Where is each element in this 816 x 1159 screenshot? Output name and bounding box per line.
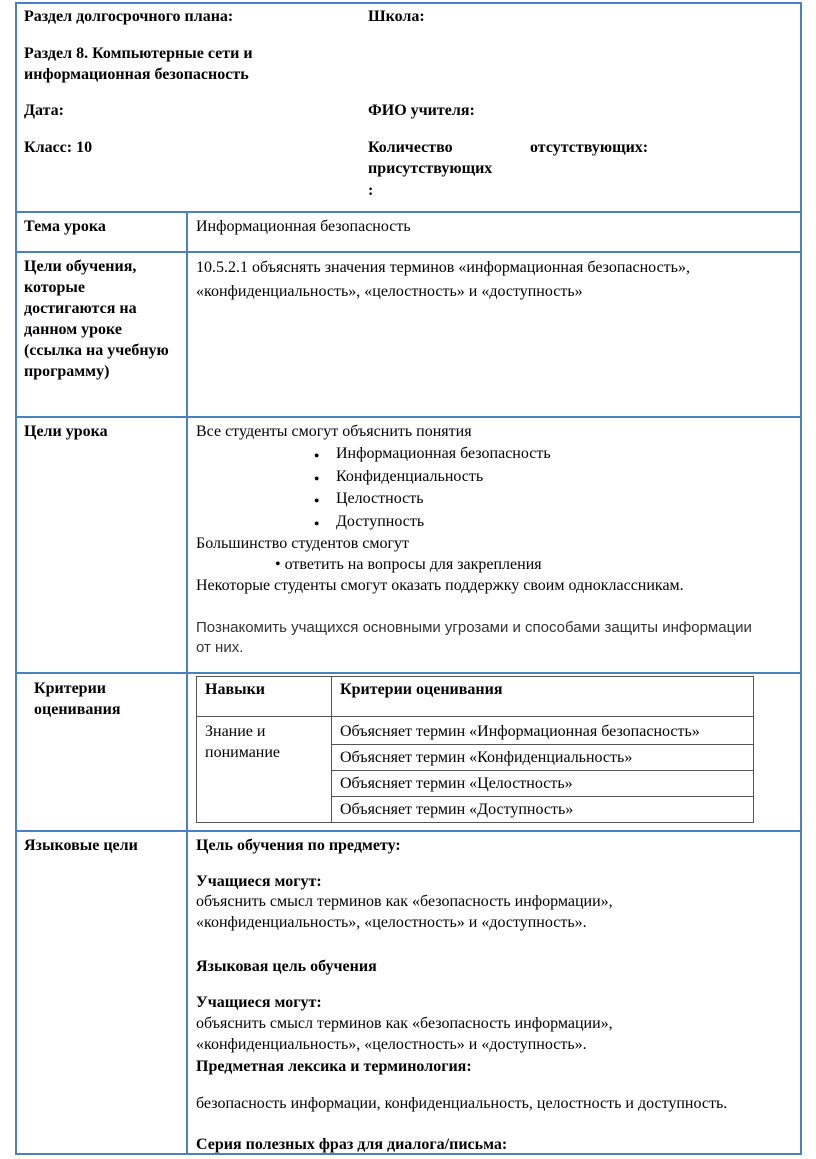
topic-label: Тема урока [24, 218, 106, 235]
objectives-label: Цели обучения, которые достигаются на данном уроке (ссылка на учебную программу) [24, 258, 169, 380]
present-label: Количество присутствующих [368, 139, 493, 177]
school-label: Школа: [368, 8, 425, 25]
row-divider [15, 211, 802, 213]
phrases-label: Серия полезных фраз для диалога/письма: [196, 1136, 508, 1153]
column-divider [186, 212, 188, 1155]
concept-item: ● Конфиденциальность [336, 466, 551, 489]
language-goal: Языковая цель обучения [196, 958, 377, 975]
row-divider [15, 830, 802, 832]
all-students-intro: Все студенты смогут объяснить понятия [196, 423, 472, 440]
vocab-label: Предметная лексика и терминология: [196, 1058, 472, 1075]
concept-item: ● Целостность [336, 488, 551, 511]
students-can-2: Учащиеся могут: [196, 994, 322, 1011]
subject-goal: Цель обучения по предмету: [196, 837, 401, 854]
most-students-item: • ответить на вопросы для закрепления [275, 556, 542, 573]
objectives-value: 10.5.2.1 объяснять значения терминов «информационная безопасность», «конфиденциальность», «целостность» и «доступность» [196, 259, 690, 300]
topic-value: Информационная безопасность [196, 218, 411, 235]
criteria-item: Объясняет термин «Целостность» [332, 771, 754, 797]
present-colon: : [368, 182, 374, 199]
concept-item: ● Доступность [336, 511, 551, 534]
row-divider [15, 251, 802, 253]
section-value: Раздел 8. Компьютерные сети и информационная безопасность [24, 45, 253, 83]
col-skills: Навыки [197, 677, 332, 717]
vocab-text: безопасность информации, конфиденциальность, целостность и доступность. [196, 1095, 728, 1112]
language-text-2: объяснить смысл терминов как «безопасность информации», «конфиденциальность», «целостность» и «доступность». [196, 1015, 613, 1053]
concept-item: ● Информационная безопасность [336, 443, 551, 466]
students-can-1: Учащиеся могут: [196, 873, 322, 890]
criteria-item: Объясняет термин «Конфиденциальность» [332, 745, 754, 771]
class-label: Класс: 10 [24, 139, 93, 156]
lesson-note: Познакомить учащихся основными угрозами и способами защиты информации от них. [196, 619, 752, 656]
teacher-label: ФИО учителя: [368, 102, 475, 119]
absent-label: отсутствующих: [530, 139, 649, 156]
concept-list [336, 443, 551, 533]
skill-cell: Знание и понимание [197, 717, 332, 823]
date-label: Дата: [24, 102, 64, 119]
criteria-item: Объясняет термин «Доступность» [332, 797, 754, 823]
row-divider [15, 416, 802, 418]
col-criteria: Критерии оценивания [332, 677, 754, 717]
criteria-label: Критерии оценивания [34, 680, 121, 718]
row-divider [15, 672, 802, 674]
most-students-intro: Большинство студентов смогут [196, 535, 410, 552]
lesson-goals-label: Цели урока [24, 423, 108, 440]
language-label: Языковые цели [24, 837, 138, 854]
criteria-table [196, 676, 754, 823]
some-students: Некоторые студенты смогут оказать поддержку своим одноклассникам. [196, 577, 684, 594]
section-label: Раздел долгосрочного плана: [24, 8, 234, 25]
language-text-1: объяснить смысл терминов как «безопасность информации», «конфиденциальность», «целостность» и «доступность». [196, 893, 613, 931]
criteria-item: Объясняет термин «Информационная безопасность» [332, 717, 754, 745]
